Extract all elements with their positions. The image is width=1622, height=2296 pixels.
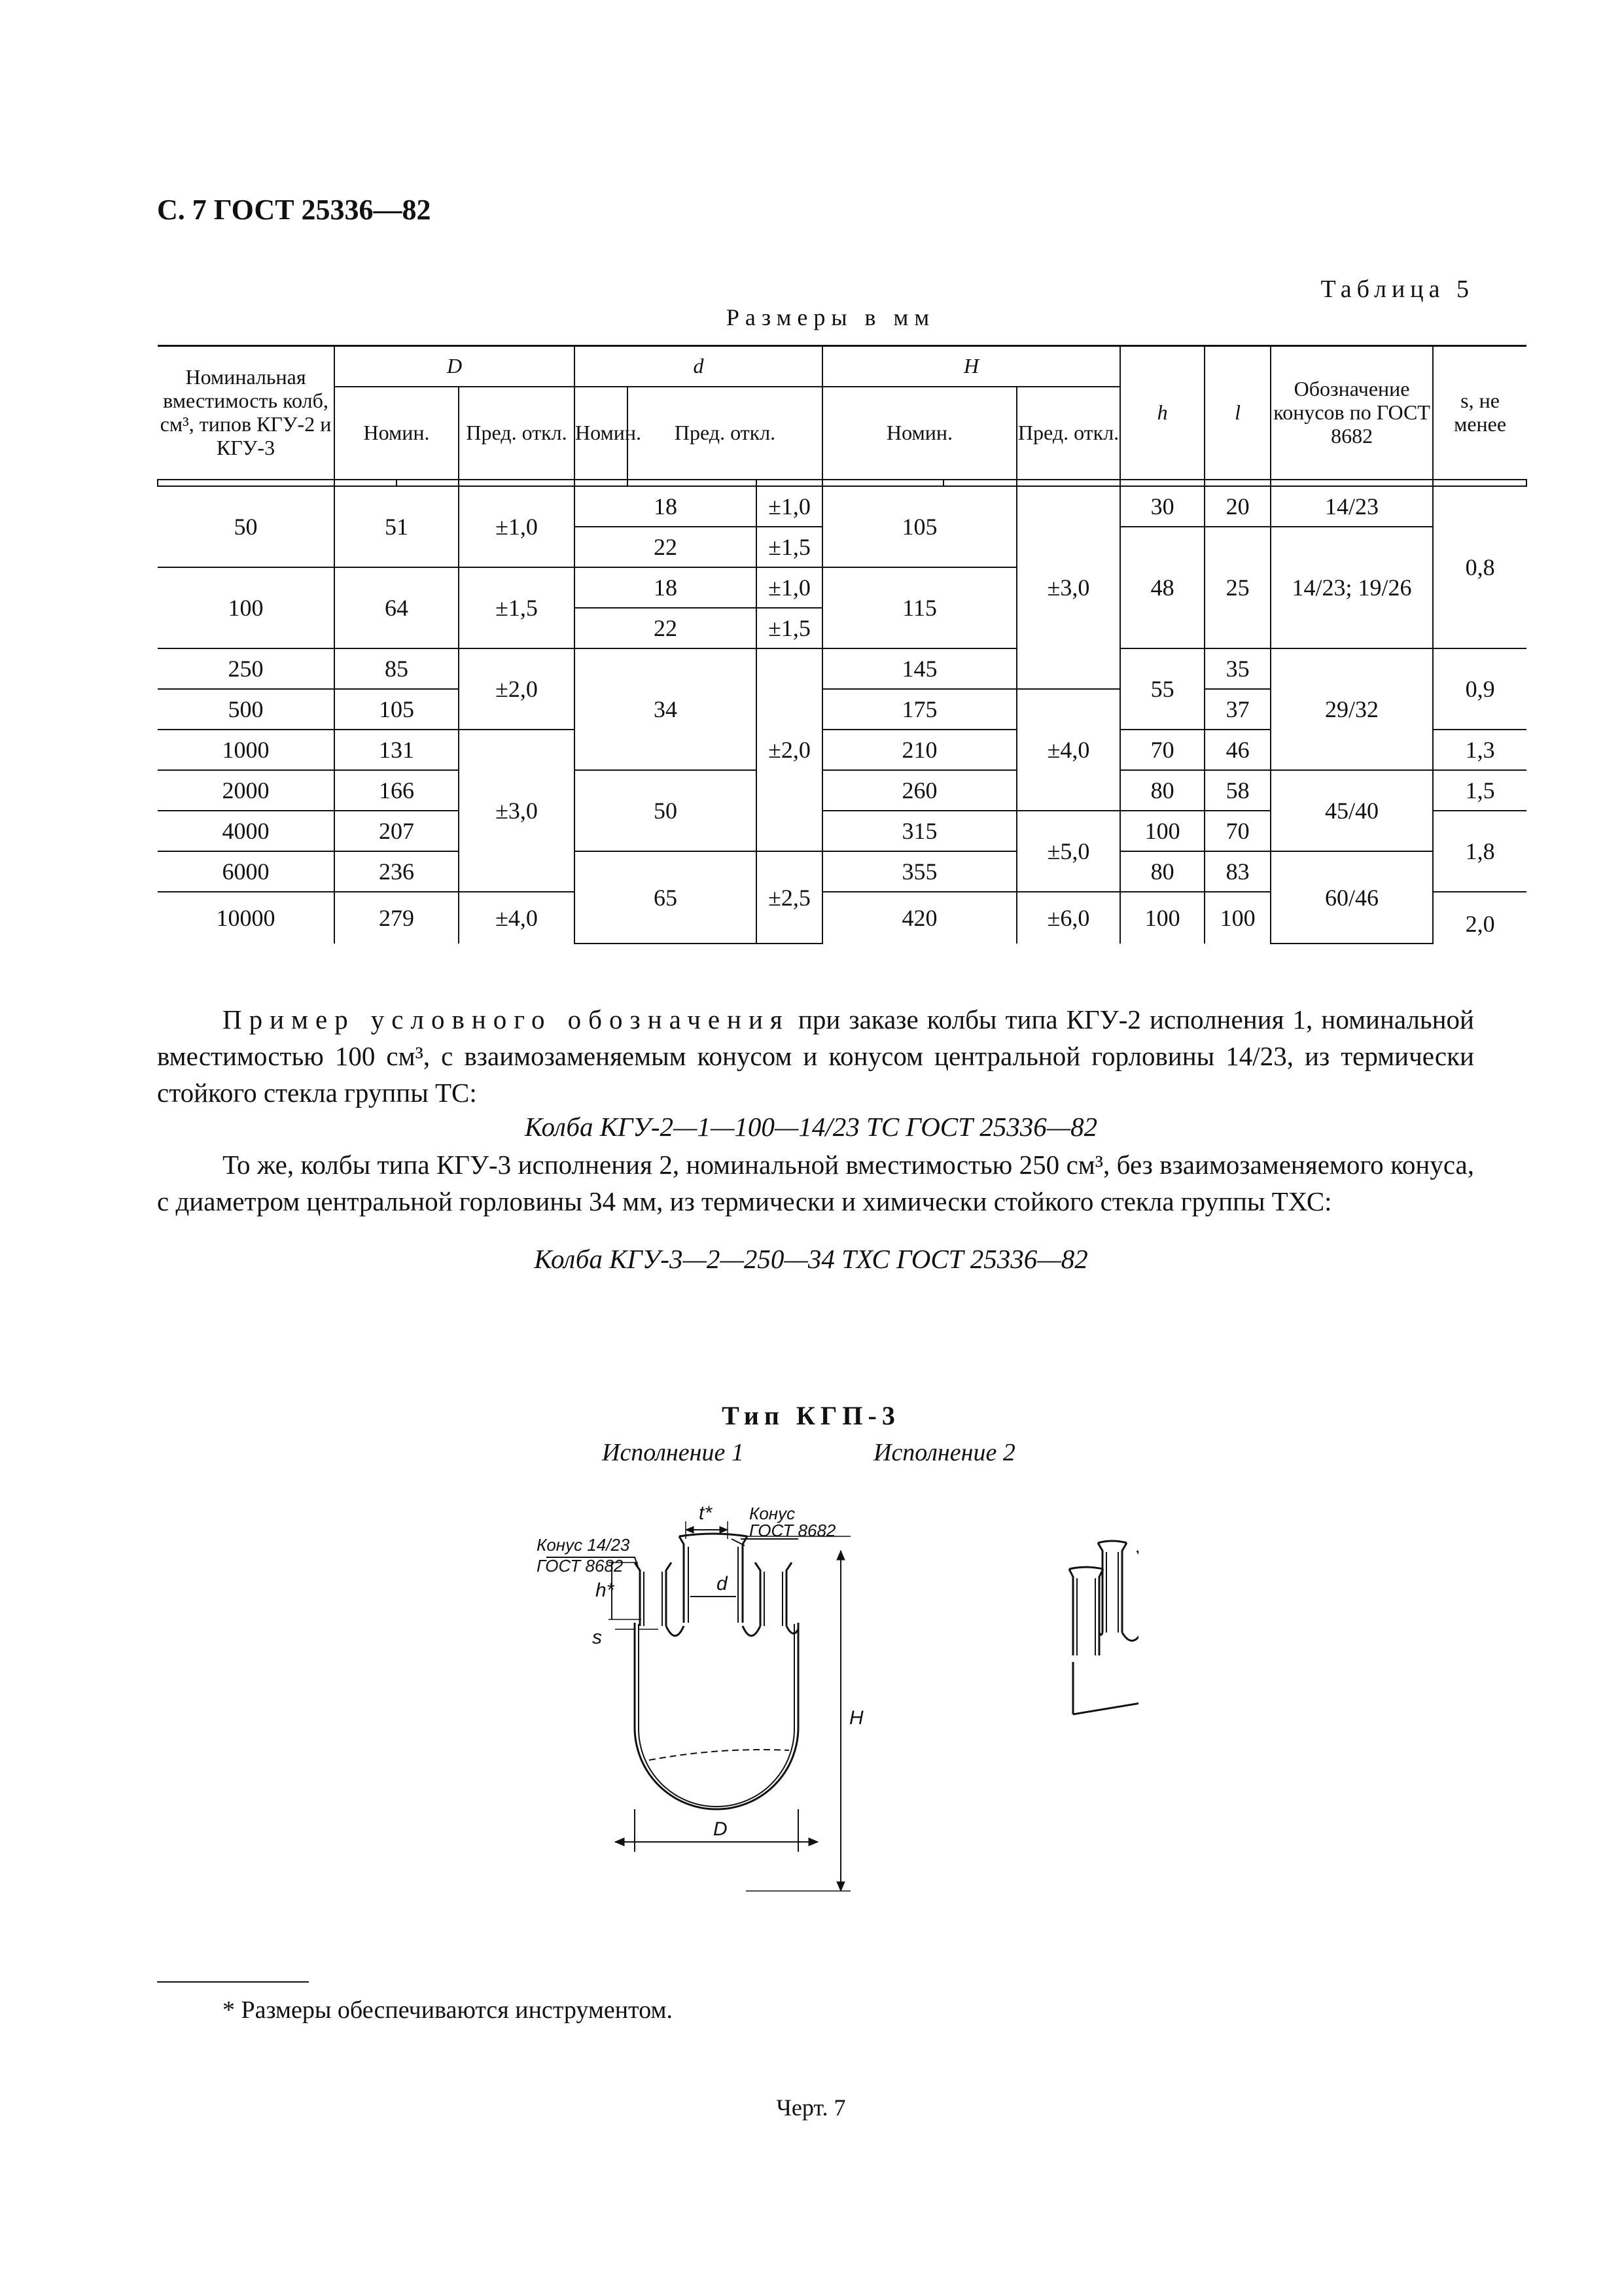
label-cone-right: Конус <box>749 1504 796 1523</box>
cell-d: 18 <box>574 486 756 527</box>
label-t: t* <box>699 1502 713 1524</box>
cell-l: 46 <box>1205 730 1271 770</box>
cell-D: 207 <box>334 811 459 851</box>
units-caption: Размеры в мм <box>726 304 936 330</box>
cell-capacity: 250 <box>158 648 334 689</box>
example-paragraph-1 <box>157 1001 1474 1111</box>
cell-H: 210 <box>822 730 1017 770</box>
cell-D-dev: ±1,5 <box>459 567 574 648</box>
cell-cone: 14/23; 19/26 <box>1271 527 1433 648</box>
cell-H: 355 <box>822 851 1017 892</box>
cell-d: 34 <box>574 648 756 770</box>
cell-cone: 45/40 <box>1271 770 1433 851</box>
cell-h: 80 <box>1120 851 1205 892</box>
cell-d-dev: ±1,5 <box>756 527 822 567</box>
cell-D: 51 <box>334 486 459 567</box>
cell-h: 48 <box>1120 527 1205 648</box>
page-header: С. 7 ГОСТ 25336—82 <box>157 194 431 226</box>
header-H-nom: Номин. <box>822 387 1017 480</box>
cell-d-dev: ±1,0 <box>756 486 822 527</box>
cell-s: 1,5 <box>1433 770 1526 811</box>
header-D-dev: Пред. откл. <box>459 387 574 480</box>
cell-H: 420 <box>822 892 1017 944</box>
designation-1: Колба КГУ-2—1—100—14/23 ТС ГОСТ 25336—82 <box>524 1112 1098 1142</box>
dimensions-table <box>157 345 1527 944</box>
header-capacity: Номинальная вместимость колб, см³, типов КГУ-2 и КГУ-3 <box>158 346 334 480</box>
cell-H: 175 <box>822 689 1017 730</box>
cell-H: 260 <box>822 770 1017 811</box>
cell-capacity: 100 <box>158 567 334 648</box>
label-gost-left: ГОСТ 8682 <box>537 1556 624 1576</box>
cell-H: 315 <box>822 811 1017 851</box>
cell-cone: 14/23 <box>1271 486 1433 527</box>
cell-capacity: 500 <box>158 689 334 730</box>
cell-d-dev: ±1,0 <box>756 567 822 608</box>
cell-l: 70 <box>1205 811 1271 851</box>
cell-D: 166 <box>334 770 459 811</box>
cell-h: 100 <box>1120 811 1205 851</box>
cell-D-dev: ±3,0 <box>459 730 574 892</box>
cell-capacity: 1000 <box>158 730 334 770</box>
cell-s: 0,9 <box>1433 648 1526 730</box>
header-l: l <box>1205 346 1271 480</box>
cell-H-dev: ±5,0 <box>1017 811 1120 892</box>
cell-D-dev: ±4,0 <box>459 892 574 944</box>
cell-s: 1,3 <box>1433 730 1526 770</box>
cell-h: 100 <box>1120 892 1205 944</box>
cell-l: 25 <box>1205 527 1271 648</box>
cell-capacity: 4000 <box>158 811 334 851</box>
cell-d: 22 <box>574 608 756 648</box>
cell-D: 64 <box>334 567 459 648</box>
cell-s: 2,0 <box>1433 892 1526 944</box>
header-D-nom: Номин. <box>334 387 459 480</box>
figure-variant-1-label: Исполнение 1 <box>602 1439 744 1466</box>
cell-h: 30 <box>1120 486 1205 527</box>
table-title: Таблица 5 <box>1320 275 1474 303</box>
header-s: s, не менее <box>1433 346 1526 480</box>
label-cone-left: Конус 14/23 <box>537 1535 630 1555</box>
label-D: D <box>713 1818 728 1840</box>
header-H-dev: Пред. откл. <box>1017 387 1120 480</box>
cell-l: 37 <box>1205 689 1271 730</box>
label-H: H <box>849 1707 864 1729</box>
cell-D: 236 <box>334 851 459 892</box>
cell-h: 55 <box>1120 648 1205 730</box>
header-d-dev: Пред. откл. <box>627 387 822 480</box>
cell-D: 279 <box>334 892 459 944</box>
cell-d: 50 <box>574 770 756 851</box>
example-paragraph-2: То же, колбы типа КГУ-3 исполнения 2, номинальной вместимостью 250 см³, без взаимозаменяемого конуса, с диаметром центральной горловины 34 мм, из термически и химически стойкого стекла группы ТХС: <box>157 1150 1474 1216</box>
cell-D: 85 <box>334 648 459 689</box>
footnote: * Размеры обеспечиваются инструментом. <box>222 1996 673 2024</box>
cell-cone: 60/46 <box>1271 851 1433 944</box>
cell-d-dev: ±1,5 <box>756 608 822 648</box>
header-H: H <box>822 346 1120 387</box>
cell-s: 1,8 <box>1433 811 1526 892</box>
cell-l: 83 <box>1205 851 1271 892</box>
example-lead: Пример условного обозначения <box>222 1004 790 1034</box>
label-s: s <box>592 1627 602 1648</box>
table-row <box>158 851 1526 892</box>
cell-d: 22 <box>574 527 756 567</box>
example-text-1: при заказе колбы типа КГУ-2 исполнения 1, номинальной вместимостью 100 см³, с взаимозаменяемым конусом и конусом центральной горловины 14/23, из термически стойкого стекла группы ТС: <box>157 1004 1475 1108</box>
cell-l: 20 <box>1205 486 1271 527</box>
label-h: h* <box>595 1580 614 1601</box>
cell-l: 35 <box>1205 648 1271 689</box>
cell-l: 100 <box>1205 892 1271 944</box>
header-h: h <box>1120 346 1205 480</box>
figure-caption: Черт. 7 <box>776 2094 846 2121</box>
cell-H: 115 <box>822 567 1017 648</box>
cell-d-dev: ±2,5 <box>756 851 822 944</box>
cell-h: 80 <box>1120 770 1205 811</box>
figure-variant-2-label: Исполнение 2 <box>873 1439 1015 1466</box>
cell-d: 65 <box>574 851 756 944</box>
cell-D: 131 <box>334 730 459 770</box>
cell-l: 58 <box>1205 770 1271 811</box>
cell-d-dev: ±2,0 <box>756 648 822 851</box>
cell-H-dev: ±3,0 <box>1017 486 1120 689</box>
cell-H-dev: ±4,0 <box>1017 689 1120 811</box>
header-d: d <box>574 346 822 387</box>
cell-D-dev: ±1,0 <box>459 486 574 567</box>
cell-H: 145 <box>822 648 1017 689</box>
table-row <box>158 486 1526 527</box>
cell-D: 105 <box>334 689 459 730</box>
cell-h: 70 <box>1120 730 1205 770</box>
table-row <box>158 648 1526 689</box>
designation-2: Колба КГУ-3—2—250—34 ТХС ГОСТ 25336—82 <box>534 1244 1088 1274</box>
table-row <box>158 770 1526 811</box>
cell-capacity: 2000 <box>158 770 334 811</box>
cell-capacity: 10000 <box>158 892 334 944</box>
cell-s: 0,8 <box>1433 486 1526 648</box>
header-D: D <box>334 346 574 387</box>
flask-drawing <box>458 1498 1138 1904</box>
cell-D-dev: ±2,0 <box>459 648 574 730</box>
cell-capacity: 6000 <box>158 851 334 892</box>
header-d-nom: Номин. <box>574 387 627 480</box>
cell-d: 18 <box>574 567 756 608</box>
footnote-rule <box>157 1981 309 1983</box>
cell-H-dev: ±6,0 <box>1017 892 1120 944</box>
label-d: d <box>716 1573 728 1595</box>
cell-H: 105 <box>822 486 1017 567</box>
cell-capacity: 50 <box>158 486 334 567</box>
figure-type-title: Тип КГП-3 <box>722 1401 900 1430</box>
cell-cone: 29/32 <box>1271 648 1433 770</box>
header-cone: Обозначение конусов по ГОСТ 8682 <box>1271 346 1433 480</box>
label-gost-right: ГОСТ 8682 <box>749 1521 836 1540</box>
